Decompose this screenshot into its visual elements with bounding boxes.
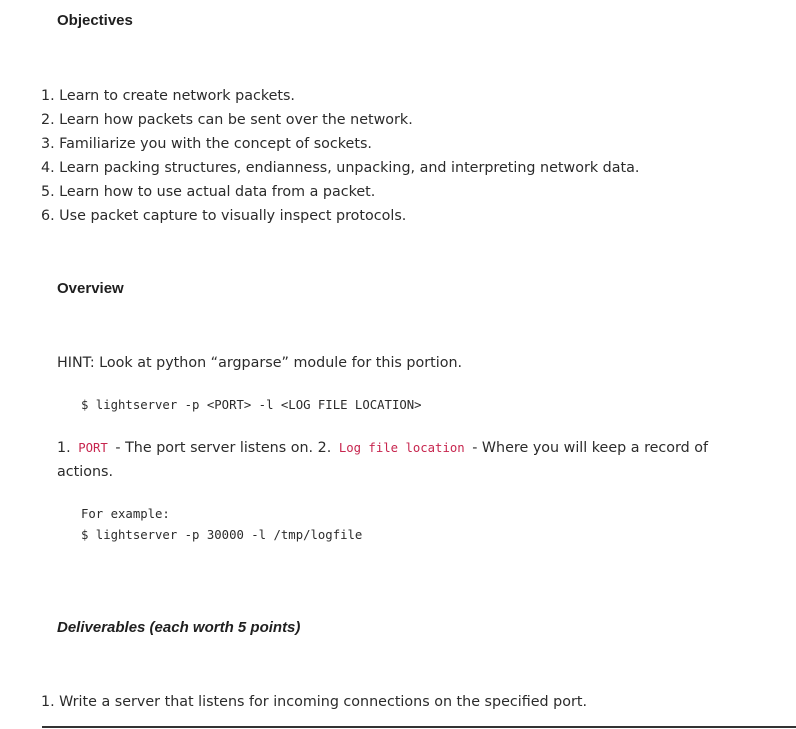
list-item: 5. Learn how to use actual data from a packet. — [41, 184, 376, 200]
objectives-heading: Objectives — [57, 12, 133, 29]
list-item: 1. Write a server that listens for incoming connections on the specified port. — [41, 694, 587, 710]
deliverables-list — [41, 690, 587, 714]
example-command: $ lightserver -p 30000 -l /tmp/logfile — [81, 528, 363, 542]
deliverables-heading: Deliverables (each worth 5 points) — [57, 619, 301, 636]
objectives-list — [41, 84, 639, 228]
overview-heading: Overview — [57, 280, 124, 297]
example-label: For example: — [81, 507, 170, 521]
usage-code-block: $ lightserver -p <PORT> -l <LOG FILE LOCATION> — [81, 398, 422, 412]
port-description: - The port server listens on. 2. — [115, 440, 332, 456]
list-item: 6. Use packet capture to visually inspect protocols. — [41, 208, 407, 224]
list-item: 3. Familiarize you with the concept of sockets. — [41, 136, 372, 152]
list-item: 2. Learn how packets can be sent over the network. — [41, 112, 413, 128]
log-file-description: - Where you will keep a record of — [472, 440, 709, 456]
port-inline-code: PORT — [78, 441, 108, 455]
arguments-continuation: actions. — [57, 464, 114, 480]
bottom-divider — [42, 726, 796, 728]
hint-text: HINT: Look at python “argparse” module for this portion. — [57, 355, 463, 371]
list-item: 1. Learn to create network packets. — [41, 88, 295, 104]
log-file-inline-code: Log file location — [338, 441, 465, 455]
arg-number: 1. — [57, 440, 71, 456]
arguments-paragraph — [57, 436, 708, 460]
list-item: 4. Learn packing structures, endianness, unpacking, and interpreting network data. — [41, 160, 640, 176]
